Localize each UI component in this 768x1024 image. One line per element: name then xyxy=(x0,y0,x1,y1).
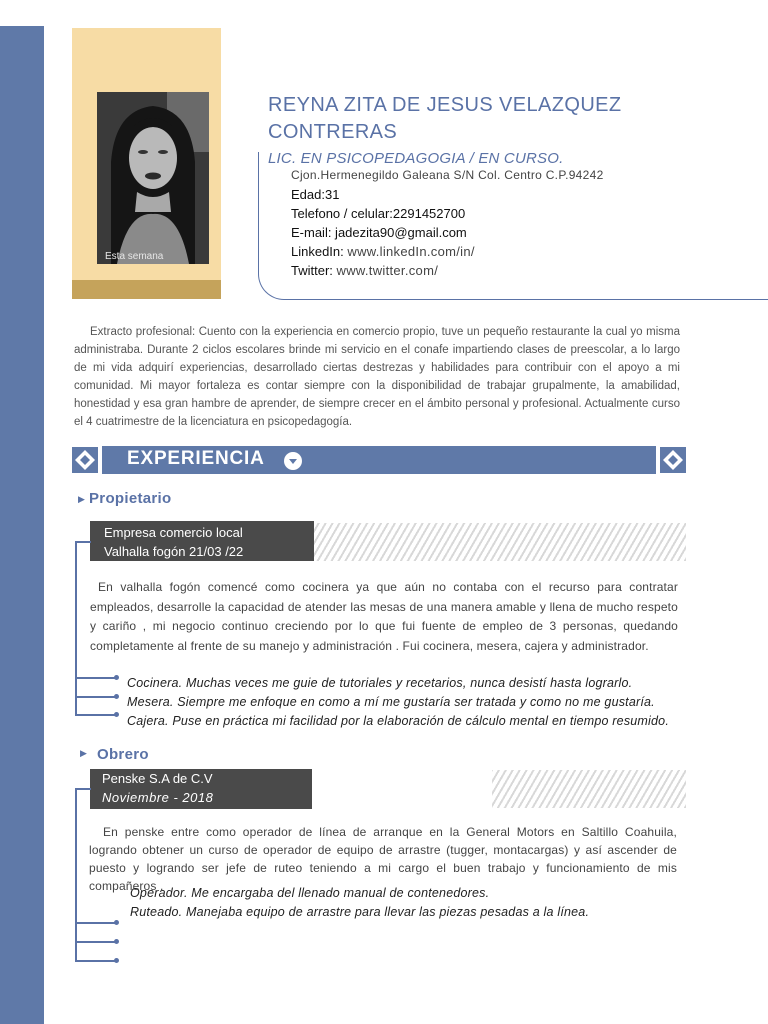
linkedin-label: LinkedIn: xyxy=(291,244,344,259)
bullet-connector xyxy=(75,960,117,962)
contact-email[interactable]: E-mail: jadezita90@gmail.com xyxy=(291,225,467,240)
bullet-connector xyxy=(75,941,117,943)
bullet-connector xyxy=(75,714,117,716)
job-bullet: Operador. Me encargaba del llenado manual de contenedores. xyxy=(130,886,490,900)
candidate-name: REYNA ZITA DE JESUS VELAZQUEZ CONTRERAS xyxy=(268,94,622,143)
experience-section-title: EXPERIENCIA xyxy=(127,448,265,469)
twitter-label: Twitter: xyxy=(291,263,333,278)
stripe-pattern xyxy=(314,523,686,561)
bullet-connector xyxy=(75,922,117,924)
diamond-right-icon xyxy=(660,447,686,473)
triangle-right-icon: ▶ xyxy=(78,494,85,504)
job-bullet: Cocinera. Muchas veces me guie de tutoriales y recetarios, nunca desistí hasta lograrlo. xyxy=(127,676,633,690)
bullet-dot xyxy=(114,939,119,944)
profile-photo-image xyxy=(97,92,209,264)
photo-caption: Esta semana xyxy=(105,251,164,262)
contact-phone: Telefono / celular:2291452700 xyxy=(291,206,466,221)
profile-photo xyxy=(97,92,209,264)
job-bullet: Ruteado. Manejaba equipo de arrastre para llevar las piezas pesadas a la línea. xyxy=(130,905,590,919)
timeline-line xyxy=(75,541,77,715)
triangle-right-icon: ▶ xyxy=(80,748,87,758)
job-period: Valhalla fogón 21/03 /22 xyxy=(104,544,244,559)
bullet-dot xyxy=(114,694,119,699)
left-sidebar-band xyxy=(0,26,44,1024)
chevron-down-icon[interactable] xyxy=(284,452,302,470)
bullet-connector xyxy=(75,677,117,679)
contact-twitter[interactable] xyxy=(291,263,438,278)
professional-summary: Extracto profesional: Cuento con la experiencia en comercio propio, tuve un pequeño restaurante la cual yo misma administraba. Durante 2 ciclos escolares brinde mi servicio en el conafe impartiendo clases de preescolar, a lo largo de mi vida adquirí experiencias, desarrollado ciertas destrezas y habilidades para contribuir con el apoyo a mi comunidad. Mi mayor fortaleza es contar siempre con la disponibilidad de trabajar grupalmente, la amabilidad, honestidad y esa gran hambre de aprender, de siempre crecer en el ámbito personal y profesional. Actualmente curso el 4 cuatrimestre de la licenciatura en psicopedagogía. xyxy=(74,326,680,428)
job-company-box xyxy=(90,521,314,561)
diamond-left-icon xyxy=(72,447,98,473)
job-description: En valhalla fogón comencé como cocinera ya que aún no contaba con el recurso para contratar empleados, desarrolle la capacidad de atender las mesas de una manera amable y llena de mucho respeto y cariño , mi negocio continuo creciendo por lo que fui fuente de empleo de 3 personas, quedando completamente al frente de su manejo y administración . Fui cocinera, mesera, cajera y administrador. xyxy=(90,580,678,653)
bullet-dot xyxy=(114,712,119,717)
timeline-connector xyxy=(75,541,91,543)
linkedin-link[interactable]: www.linkedIn.com/in/ xyxy=(347,244,475,259)
stripe-pattern xyxy=(492,770,686,808)
job-role: Propietario xyxy=(89,490,172,507)
job-company: Empresa comercio local xyxy=(104,525,243,540)
degree-title: LIC. EN PSICOPEDAGOGIA / EN CURSO. xyxy=(268,150,564,167)
contact-address: Cjon.Hermenegildo Galeana S/N Col. Centro C.P.94242 xyxy=(291,168,604,182)
bullet-connector xyxy=(75,696,117,698)
job-company: Penske S.A de C.V xyxy=(102,771,213,786)
timeline-connector xyxy=(75,788,91,790)
job-role: Obrero xyxy=(97,746,149,763)
bullet-dot xyxy=(114,958,119,963)
job-period: Noviembre - 2018 xyxy=(102,790,214,805)
job-company-box xyxy=(90,769,312,809)
twitter-link[interactable]: www.twitter.com/ xyxy=(336,263,439,278)
contact-age: Edad:31 xyxy=(291,187,340,202)
contact-linkedin[interactable] xyxy=(291,244,475,259)
photo-bottom-band xyxy=(72,280,221,299)
job-bullet: Mesera. Siempre me enfoque en como a mí me gustaría ser tratada y como no me gustaría. xyxy=(127,695,655,709)
job-bullet: Cajera. Puse en práctica mi facilidad por la elaboración de cálculo mental en tiempo resumido. xyxy=(127,714,669,728)
bullet-dot xyxy=(114,920,119,925)
timeline-line xyxy=(75,788,77,962)
bullet-dot xyxy=(114,675,119,680)
job-description: En penske entre como operador de línea de arranque en la General Motors en Saltillo Coahuila, logrando obtener un curso de operador de equipo de arrastre (tugger, montacargas) y así ascender de puesto y logrando ser jefe de ruteo teniendo a mi cargo el buen trabajo y funcionamiento de mis compañeros . xyxy=(89,825,677,893)
